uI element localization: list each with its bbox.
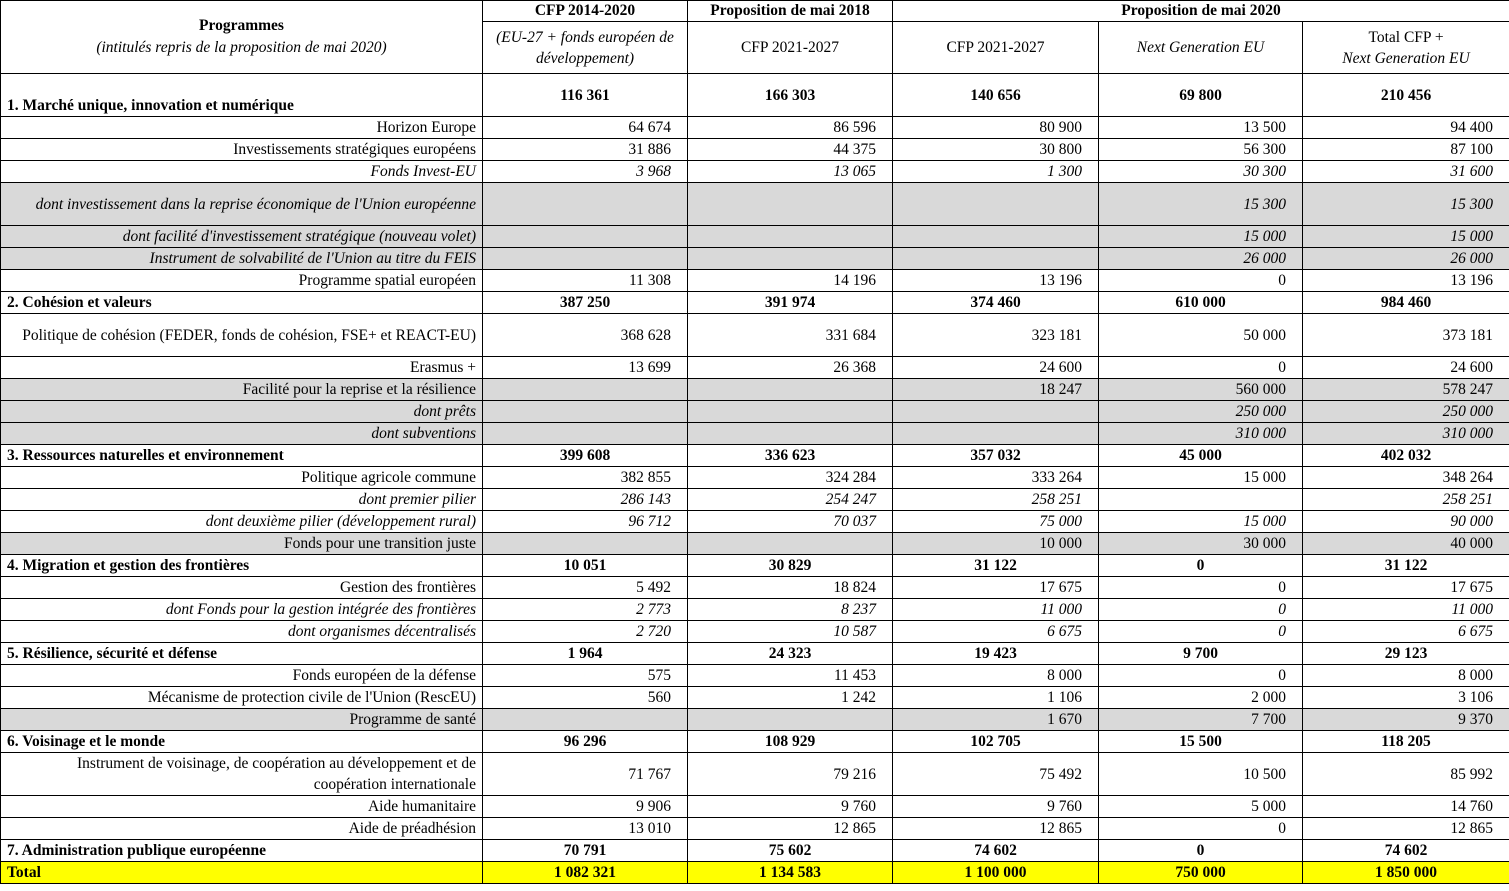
section-row: [1, 643, 1509, 665]
row-label: Aide humanitaire: [1, 796, 483, 818]
row-value: 0: [1099, 555, 1303, 577]
row-label: dont premier pilier: [1, 489, 483, 511]
table-row: [1, 161, 1509, 183]
row-value: [893, 183, 1099, 226]
row-label: Fonds pour une transition juste: [1, 533, 483, 555]
column-header-eu27: (EU-27 + fonds européen de développement): [483, 22, 688, 74]
table-row: [1, 511, 1509, 533]
row-value: 14 196: [688, 270, 893, 292]
column-header-cfp-2021-2027-2020: CFP 2021-2027: [893, 22, 1099, 74]
row-value: 2 720: [483, 621, 688, 643]
table-row: [1, 577, 1509, 599]
table-row: [1, 423, 1509, 445]
row-label: Aide de préadhésion: [1, 818, 483, 840]
row-label: Gestion des frontières: [1, 577, 483, 599]
row-value: 10 500: [1099, 753, 1303, 796]
table-row: [1, 183, 1509, 226]
row-value: 0: [1099, 599, 1303, 621]
row-value: 13 699: [483, 357, 688, 379]
programmes-header: [1, 1, 483, 74]
row-value: 575: [483, 665, 688, 687]
row-value: [688, 226, 893, 248]
row-value: 13 065: [688, 161, 893, 183]
row-value: 250 000: [1099, 401, 1303, 423]
row-label: Fonds européen de la défense: [1, 665, 483, 687]
table-row: [1, 117, 1509, 139]
row-value: [688, 423, 893, 445]
row-value: 30 300: [1099, 161, 1303, 183]
table-row: [1, 467, 1509, 489]
table-row: [1, 753, 1509, 796]
row-value: 96 296: [483, 731, 688, 753]
row-value: 10 051: [483, 555, 688, 577]
row-value: 254 247: [688, 489, 893, 511]
row-value: 357 032: [893, 445, 1099, 467]
row-value: 382 855: [483, 467, 688, 489]
section-row: [1, 555, 1509, 577]
row-value: [483, 401, 688, 423]
row-value: 94 400: [1303, 117, 1509, 139]
row-label: 4. Migration et gestion des frontières: [1, 555, 483, 577]
row-label: Investissements stratégiques européens: [1, 139, 483, 161]
row-value: 18 824: [688, 577, 893, 599]
row-value: 331 684: [688, 314, 893, 357]
row-value: 13 196: [893, 270, 1099, 292]
row-value: 11 000: [893, 599, 1099, 621]
row-value: 9 760: [688, 796, 893, 818]
row-value: 387 250: [483, 292, 688, 314]
row-value: 324 284: [688, 467, 893, 489]
row-label: dont facilité d'investissement stratégique (nouveau volet): [1, 226, 483, 248]
row-value: 56 300: [1099, 139, 1303, 161]
row-value: 69 800: [1099, 74, 1303, 117]
row-value: 0: [1099, 270, 1303, 292]
total-row: [1, 862, 1509, 884]
row-value: 13 500: [1099, 117, 1303, 139]
row-value: 0: [1099, 818, 1303, 840]
row-label: dont Fonds pour la gestion intégrée des frontières: [1, 599, 483, 621]
row-value: 30 829: [688, 555, 893, 577]
row-value: 8 000: [1303, 665, 1509, 687]
row-value: 1 670: [893, 709, 1099, 731]
table-body: [1, 74, 1509, 884]
row-value: 74 602: [893, 840, 1099, 862]
row-value: 140 656: [893, 74, 1099, 117]
row-value: [688, 709, 893, 731]
row-value: 3 968: [483, 161, 688, 183]
row-value: 26 368: [688, 357, 893, 379]
table-row: [1, 248, 1509, 270]
row-value: 310 000: [1099, 423, 1303, 445]
row-value: 15 300: [1303, 183, 1509, 226]
row-value: [893, 423, 1099, 445]
row-label: Instrument de solvabilité de l'Union au titre du FEIS: [1, 248, 483, 270]
row-value: 1 100 000: [893, 862, 1099, 884]
row-value: 26 000: [1303, 248, 1509, 270]
table-row: [1, 489, 1509, 511]
row-value: 40 000: [1303, 533, 1509, 555]
row-value: 10 000: [893, 533, 1099, 555]
row-value: 15 300: [1099, 183, 1303, 226]
row-value: 7 700: [1099, 709, 1303, 731]
row-value: 12 865: [893, 818, 1099, 840]
row-value: 1 242: [688, 687, 893, 709]
row-value: [893, 226, 1099, 248]
group-header-proposition-2020: Proposition de mai 2020: [893, 1, 1509, 22]
table-row: [1, 270, 1509, 292]
row-label: dont investissement dans la reprise économique de l'Union européenne: [1, 183, 483, 226]
row-value: 70 037: [688, 511, 893, 533]
row-value: 70 791: [483, 840, 688, 862]
row-value: [688, 248, 893, 270]
row-value: 5 000: [1099, 796, 1303, 818]
row-label: Programme spatial européen: [1, 270, 483, 292]
row-label: Erasmus +: [1, 357, 483, 379]
table-row: [1, 314, 1509, 357]
table-row: [1, 818, 1509, 840]
section-row: [1, 840, 1509, 862]
row-label: Facilité pour la reprise et la résilience: [1, 379, 483, 401]
section-row: [1, 292, 1509, 314]
row-value: 250 000: [1303, 401, 1509, 423]
row-value: 368 628: [483, 314, 688, 357]
row-value: 166 303: [688, 74, 893, 117]
row-value: 0: [1099, 357, 1303, 379]
row-value: 2 000: [1099, 687, 1303, 709]
row-value: 31 600: [1303, 161, 1509, 183]
row-value: 12 865: [1303, 818, 1509, 840]
table-row: [1, 665, 1509, 687]
row-value: [688, 401, 893, 423]
row-value: 31 122: [1303, 555, 1509, 577]
row-label: dont deuxième pilier (développement rural): [1, 511, 483, 533]
column-header-total: [1303, 22, 1509, 74]
table-row: [1, 226, 1509, 248]
row-value: 15 000: [1099, 226, 1303, 248]
row-value: [483, 183, 688, 226]
row-value: 0: [1099, 577, 1303, 599]
row-value: 15 000: [1099, 467, 1303, 489]
row-value: [483, 248, 688, 270]
table-row: [1, 357, 1509, 379]
row-value: 108 929: [688, 731, 893, 753]
row-value: 750 000: [1099, 862, 1303, 884]
row-value: 102 705: [893, 731, 1099, 753]
row-value: 24 600: [1303, 357, 1509, 379]
row-value: 258 251: [893, 489, 1099, 511]
row-value: 30 800: [893, 139, 1099, 161]
row-value: 86 596: [688, 117, 893, 139]
row-value: 333 264: [893, 467, 1099, 489]
row-value: 8 000: [893, 665, 1099, 687]
column-header-total-line2: Next Generation EU: [1342, 49, 1470, 67]
row-label: dont prêts: [1, 401, 483, 423]
row-value: 374 460: [893, 292, 1099, 314]
row-value: 578 247: [1303, 379, 1509, 401]
section-row: [1, 74, 1509, 117]
row-value: 6 675: [1303, 621, 1509, 643]
row-label: Fonds Invest-EU: [1, 161, 483, 183]
row-label: 3. Ressources naturelles et environnement: [1, 445, 483, 467]
row-label: Total: [1, 862, 483, 884]
row-value: 13 010: [483, 818, 688, 840]
row-value: 9 906: [483, 796, 688, 818]
row-value: 74 602: [1303, 840, 1509, 862]
row-label: 5. Résilience, sécurité et défense: [1, 643, 483, 665]
table-row: [1, 599, 1509, 621]
row-value: 24 600: [893, 357, 1099, 379]
row-value: 1 300: [893, 161, 1099, 183]
row-value: 1 082 321: [483, 862, 688, 884]
row-value: 19 423: [893, 643, 1099, 665]
row-value: 6 675: [893, 621, 1099, 643]
row-label: 2. Cohésion et valeurs: [1, 292, 483, 314]
row-value: 9 700: [1099, 643, 1303, 665]
row-value: 64 674: [483, 117, 688, 139]
row-label: 7. Administration publique européenne: [1, 840, 483, 862]
row-value: 8 237: [688, 599, 893, 621]
row-value: 11 453: [688, 665, 893, 687]
row-label: Programme de santé: [1, 709, 483, 731]
row-value: 348 264: [1303, 467, 1509, 489]
programmes-subtitle: (intitulés repris de la proposition de mai 2020): [96, 39, 387, 56]
row-value: 11 000: [1303, 599, 1509, 621]
group-header-cfp-2014-2020: CFP 2014-2020: [483, 1, 688, 22]
row-value: 15 000: [1303, 226, 1509, 248]
table-row: [1, 796, 1509, 818]
row-label: dont subventions: [1, 423, 483, 445]
row-value: 9 370: [1303, 709, 1509, 731]
section-row: [1, 731, 1509, 753]
table-row: [1, 621, 1509, 643]
row-value: 10 587: [688, 621, 893, 643]
row-label: Instrument de voisinage, de coopération au développement et de coopération internationale: [1, 753, 483, 796]
table-row: [1, 401, 1509, 423]
row-value: 1 134 583: [688, 862, 893, 884]
row-value: [893, 401, 1099, 423]
row-value: 610 000: [1099, 292, 1303, 314]
row-value: 12 865: [688, 818, 893, 840]
row-value: 402 032: [1303, 445, 1509, 467]
section-row: [1, 445, 1509, 467]
row-value: 116 361: [483, 74, 688, 117]
row-value: 210 456: [1303, 74, 1509, 117]
row-value: 79 216: [688, 753, 893, 796]
column-header-next-generation-eu: Next Generation EU: [1099, 22, 1303, 74]
row-value: 2 773: [483, 599, 688, 621]
row-value: 258 251: [1303, 489, 1509, 511]
row-value: 90 000: [1303, 511, 1509, 533]
row-value: 0: [1099, 621, 1303, 643]
row-label: 6. Voisinage et le monde: [1, 731, 483, 753]
row-value: 45 000: [1099, 445, 1303, 467]
row-value: [483, 423, 688, 445]
row-value: 286 143: [483, 489, 688, 511]
row-value: [893, 248, 1099, 270]
row-value: [483, 709, 688, 731]
row-value: [688, 533, 893, 555]
row-value: [483, 226, 688, 248]
row-value: 15 000: [1099, 511, 1303, 533]
row-value: 118 205: [1303, 731, 1509, 753]
row-value: 80 900: [893, 117, 1099, 139]
row-value: 5 492: [483, 577, 688, 599]
row-label: Politique agricole commune: [1, 467, 483, 489]
row-label: Mécanisme de protection civile de l'Union (RescEU): [1, 687, 483, 709]
row-value: [688, 183, 893, 226]
row-value: 1 964: [483, 643, 688, 665]
row-value: 75 492: [893, 753, 1099, 796]
row-value: 87 100: [1303, 139, 1509, 161]
row-value: 30 000: [1099, 533, 1303, 555]
row-value: 373 181: [1303, 314, 1509, 357]
row-value: 0: [1099, 840, 1303, 862]
row-value: 29 123: [1303, 643, 1509, 665]
row-value: 15 500: [1099, 731, 1303, 753]
row-value: 44 375: [688, 139, 893, 161]
row-value: 323 181: [893, 314, 1099, 357]
row-value: 1 850 000: [1303, 862, 1509, 884]
row-value: 13 196: [1303, 270, 1509, 292]
row-value: 31 886: [483, 139, 688, 161]
row-value: 26 000: [1099, 248, 1303, 270]
row-value: 9 760: [893, 796, 1099, 818]
row-value: 71 767: [483, 753, 688, 796]
row-value: 17 675: [893, 577, 1099, 599]
row-value: 14 760: [1303, 796, 1509, 818]
row-value: 31 122: [893, 555, 1099, 577]
group-header-proposition-2018: Proposition de mai 2018: [688, 1, 893, 22]
row-label: Politique de cohésion (FEDER, fonds de cohésion, FSE+ et REACT-EU): [1, 314, 483, 357]
row-value: 18 247: [893, 379, 1099, 401]
row-value: 0: [1099, 665, 1303, 687]
row-value: 50 000: [1099, 314, 1303, 357]
row-value: 75 000: [893, 511, 1099, 533]
table-row: [1, 709, 1509, 731]
row-value: 310 000: [1303, 423, 1509, 445]
row-value: 3 106: [1303, 687, 1509, 709]
table-row: [1, 139, 1509, 161]
row-value: 85 992: [1303, 753, 1509, 796]
row-value: 560: [483, 687, 688, 709]
row-value: 1 106: [893, 687, 1099, 709]
row-value: 75 602: [688, 840, 893, 862]
row-value: [1099, 489, 1303, 511]
row-value: 11 308: [483, 270, 688, 292]
row-value: 399 608: [483, 445, 688, 467]
table-row: [1, 687, 1509, 709]
row-value: 560 000: [1099, 379, 1303, 401]
row-value: 17 675: [1303, 577, 1509, 599]
row-value: [483, 533, 688, 555]
column-header-cfp-2021-2027-2018: CFP 2021-2027: [688, 22, 893, 74]
row-value: 96 712: [483, 511, 688, 533]
programmes-title: Programmes: [199, 17, 284, 34]
row-value: 984 460: [1303, 292, 1509, 314]
row-value: 391 974: [688, 292, 893, 314]
row-label: dont organismes décentralisés: [1, 621, 483, 643]
row-value: [688, 379, 893, 401]
row-label: Horizon Europe: [1, 117, 483, 139]
row-value: [483, 379, 688, 401]
row-value: 24 323: [688, 643, 893, 665]
table-row: [1, 379, 1509, 401]
row-label: 1. Marché unique, innovation et numérique: [1, 74, 483, 117]
row-value: 336 623: [688, 445, 893, 467]
column-header-total-line1: Total CFP +: [1368, 28, 1444, 46]
table-row: [1, 533, 1509, 555]
